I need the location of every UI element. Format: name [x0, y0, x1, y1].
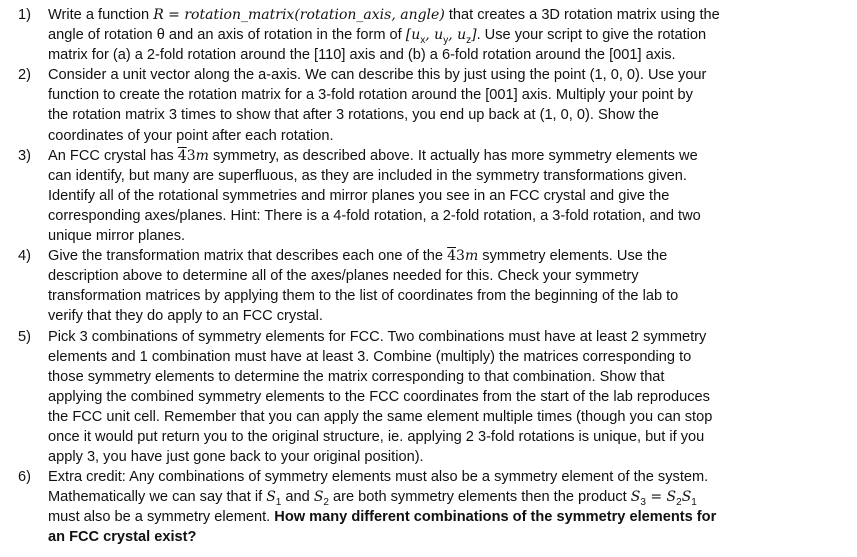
subscript: 1 — [691, 497, 697, 509]
math-or-bold-text: m — [195, 147, 209, 164]
text-line — [48, 527, 849, 547]
subscript: y — [443, 35, 449, 46]
text-line — [48, 146, 849, 166]
math-or-bold-text: ] — [471, 27, 477, 44]
problem-item — [18, 467, 849, 547]
text-segment: applying the combined symmetry elements to the FCC coordinates from the start of the lab reproduces — [48, 388, 710, 405]
text-segment: Mathematically we can say that if — [48, 489, 267, 506]
text-line — [48, 65, 849, 85]
subscript: 1 — [275, 497, 282, 509]
problem-number: 4) — [18, 248, 31, 265]
text-line — [48, 347, 849, 367]
text-line — [48, 387, 849, 407]
text-segment: corresponding axes/planes. Hint: There is a 4-fold rotation, a 2-fold rotation, a 3-fold rotation, and two — [48, 207, 701, 224]
text-line — [48, 186, 849, 206]
subscript: 3 — [640, 497, 646, 509]
subscript: 2 — [323, 497, 329, 509]
text-line — [48, 487, 849, 507]
text-segment: coordinates of your point after each rotation. — [48, 127, 334, 144]
text-segment: Consider a unit vector along the a-axis. We can describe this by just using the point (1, 0, 0). Use your — [48, 67, 707, 84]
text-line — [48, 246, 849, 266]
text-line — [48, 507, 849, 527]
problem-number: 3) — [18, 147, 31, 164]
problem-text — [48, 5, 849, 65]
problem-item — [18, 327, 849, 468]
math-or-bold-text: 4 — [177, 147, 187, 164]
text-line — [48, 226, 849, 246]
text-segment: matrix for (a) a 2-fold rotation around the [110] axis and (b) a 6-fold rotation around the [001] axis. — [48, 47, 676, 64]
text-segment: verify that they do apply to an FCC crystal. — [48, 308, 323, 325]
text-line — [48, 286, 849, 306]
math-or-bold-text: R = rotation_matrix(rotation_axis, angle) — [153, 7, 445, 23]
text-segment: once it would put return you to the original structure, ie. applying 2 3-fold rotations is unique, but if you — [48, 428, 705, 445]
math-or-bold-text: 3 — [186, 147, 196, 164]
text-segment: Write a function — [48, 7, 154, 23]
text-segment: angle of rotation θ and an axis of rotation in the form of — [48, 27, 406, 44]
problem-text — [48, 467, 849, 547]
text-segment: symmetry elements. Use the — [478, 248, 668, 265]
text-line — [48, 166, 849, 186]
text-line — [48, 327, 849, 347]
problem-item — [18, 65, 849, 145]
math-or-bold-text: = — [645, 489, 667, 506]
text-line — [48, 306, 849, 326]
subscript: z — [466, 35, 472, 46]
text-segment: that creates a 3D rotation matrix using the — [444, 7, 720, 23]
math-or-bold-text: S — [313, 489, 324, 506]
text-segment: the FCC unit cell. Remember that you can apply the same element multiple times (though you can stop — [48, 408, 713, 425]
problem-text — [48, 246, 849, 326]
text-segment: Pick 3 combinations of symmetry elements for FCC. Two combinations must have at least 2 symmetry — [48, 328, 707, 345]
text-line — [48, 206, 849, 226]
math-or-bold-text: [u — [405, 27, 421, 44]
text-segment: Extra credit: Any combinations of symmetry elements must also be a symmetry element of the system. — [48, 469, 709, 486]
math-or-bold-text: 4 — [447, 248, 457, 265]
problem-text — [48, 327, 849, 468]
text-segment: the rotation matrix 3 times to show that after 3 rotations, you end up back at (1, 0, 0). Show the — [48, 107, 659, 124]
math-or-bold-text: , u — [425, 27, 444, 44]
math-or-bold-text: How many different combinations of the symmetry elements for — [274, 509, 717, 526]
math-or-bold-text: m — [464, 248, 479, 265]
text-line — [48, 407, 849, 427]
text-segment: are both symmetry elements then the product — [328, 489, 631, 506]
math-or-bold-text: S — [630, 489, 641, 506]
problem-number: 1) — [18, 7, 31, 23]
text-segment: those symmetry elements to determine the matrix corresponding to that combination. Show that — [48, 368, 665, 385]
text-segment: apply 3, you have just gone back to your original position). — [48, 449, 424, 466]
text-line — [48, 367, 849, 387]
text-segment: An FCC crystal has — [48, 147, 178, 164]
problem-number: 5) — [18, 328, 31, 345]
math-or-bold-text: S — [266, 489, 276, 506]
math-or-bold-text: an FCC crystal exist? — [48, 529, 197, 546]
problem-item — [18, 246, 849, 326]
text-segment: elements and 1 combination must have at least 3. Combine (multiply) the matrices corresponding to — [48, 348, 692, 365]
text-segment: . Use your script to give the rotation — [476, 27, 707, 44]
math-or-bold-text: , u — [448, 27, 467, 44]
problem-item — [18, 5, 849, 65]
math-or-bold-text: S — [666, 489, 677, 506]
text-segment: transformation matrices by applying them to the list of coordinates from the beginning of the lab to — [48, 288, 679, 305]
subscript: 2 — [676, 497, 682, 509]
problem-text — [48, 65, 849, 145]
text-line — [48, 85, 849, 105]
text-segment: Identify all of the rotational symmetries and mirror planes you see in an FCC crystal and give the — [48, 187, 670, 204]
text-segment: must also be a symmetry element. — [48, 509, 275, 526]
text-line — [48, 5, 849, 25]
text-segment: symmetry, as described above. It actually has more symmetry elements we — [208, 147, 698, 164]
problem-text — [48, 146, 849, 246]
text-segment: description above to determine all of the axes/planes needed for this. Check your symmetry — [48, 268, 639, 285]
text-segment: unique mirror planes. — [48, 228, 186, 245]
text-line — [48, 105, 849, 125]
math-or-bold-text: 3 — [456, 248, 465, 265]
text-line — [48, 467, 849, 487]
text-line — [48, 126, 849, 146]
text-line — [48, 45, 849, 65]
text-line — [48, 447, 849, 467]
text-segment: Give the transformation matrix that describes each one of the — [48, 248, 448, 265]
problem-item — [18, 146, 849, 246]
text-segment: function to create the rotation matrix for a 3-fold rotation around the [001] axis. Multiply your point by — [48, 87, 693, 104]
text-segment: and — [281, 489, 314, 506]
subscript: x — [420, 35, 426, 46]
math-or-bold-text: S — [681, 489, 692, 506]
problem-number: 2) — [18, 67, 31, 84]
text-segment: can identify, but many are superfluous, as they are included in the symmetry transformations given. — [48, 167, 687, 184]
text-line — [48, 25, 849, 45]
text-line — [48, 427, 849, 447]
text-line — [48, 266, 849, 286]
problem-number: 6) — [18, 469, 31, 486]
